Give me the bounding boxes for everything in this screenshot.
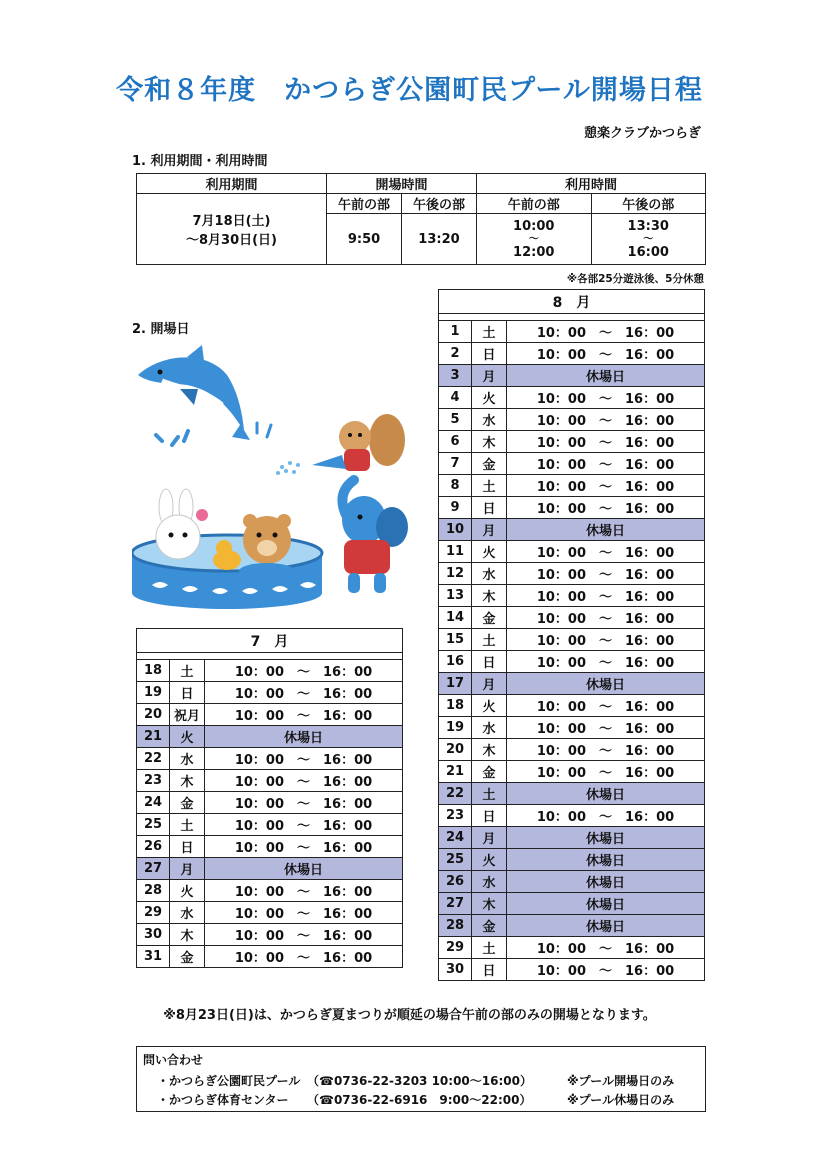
weekday-cell: 火	[472, 387, 507, 409]
schedule-row	[439, 915, 705, 937]
day-cell: 28	[137, 880, 170, 902]
hours-cell: 10：00 ～ 16：00	[205, 902, 403, 924]
schedule-row	[137, 792, 403, 814]
contact-tel: （☎0736-22-3203 10:00～16:00）	[307, 1074, 532, 1088]
weekday-cell: 木	[472, 585, 507, 607]
weekday-cell: 水	[170, 902, 205, 924]
open-afternoon-header: 午後の部	[402, 194, 477, 214]
schedule-row	[439, 959, 705, 981]
weekday-cell: 木	[472, 431, 507, 453]
hours-cell: 10：00 ～ 16：00	[205, 660, 403, 682]
schedule-row	[439, 475, 705, 497]
day-cell: 2	[439, 343, 472, 365]
day-cell: 19	[439, 717, 472, 739]
day-cell: 18	[439, 695, 472, 717]
day-cell: 17	[439, 673, 472, 695]
july-schedule-table	[136, 628, 403, 968]
day-cell: 24	[439, 827, 472, 849]
day-cell: 6	[439, 431, 472, 453]
contact-name: ・かつらぎ体育センター	[157, 1093, 289, 1107]
weekday-cell: 水	[472, 871, 507, 893]
day-cell: 14	[439, 607, 472, 629]
hours-cell: 10：00 ～ 16：00	[507, 695, 705, 717]
weekday-cell: 火	[472, 695, 507, 717]
contact-name: ・かつらぎ公園町民プール	[157, 1074, 301, 1088]
weekday-cell: 日	[170, 682, 205, 704]
schedule-row	[137, 682, 403, 704]
elephant-icon	[342, 480, 408, 593]
schedule-row	[137, 902, 403, 924]
festival-footnote: ※8月23日(日)は、かつらぎ夏まつりが順延の場合午前の部のみの開場となります。	[163, 1008, 656, 1023]
hours-cell: 10：00 ～ 16：00	[507, 585, 705, 607]
contact-note: ※プール休場日のみ	[567, 1093, 675, 1107]
section2-heading: 2. 開場日	[132, 322, 190, 337]
hours-cell: 10：00 ～ 16：00	[507, 563, 705, 585]
schedule-row	[439, 651, 705, 673]
schedule-row	[439, 563, 705, 585]
day-cell: 7	[439, 453, 472, 475]
schedule-row	[439, 761, 705, 783]
weekday-cell: 土	[472, 937, 507, 959]
section1-heading: 1. 利用期間・利用時間	[132, 154, 268, 169]
schedule-row	[137, 748, 403, 770]
weekday-cell: 土	[472, 321, 507, 343]
august-schedule-table	[438, 289, 705, 981]
schedule-row	[439, 673, 705, 695]
schedule-row	[137, 704, 403, 726]
hours-cell: 10：00 ～ 16：00	[507, 761, 705, 783]
hours-cell: 10：00 ～ 16：00	[205, 682, 403, 704]
day-cell: 5	[439, 409, 472, 431]
day-cell: 27	[137, 858, 170, 880]
day-cell: 26	[137, 836, 170, 858]
day-cell: 11	[439, 541, 472, 563]
hours-cell: 10：00 ～ 16：00	[205, 836, 403, 858]
period-header: 利用期間	[137, 174, 327, 194]
schedule-row	[439, 695, 705, 717]
usage-period-table	[136, 173, 706, 265]
schedule-row	[439, 453, 705, 475]
weekday-cell: 土	[170, 814, 205, 836]
use-afternoon-time: 13:30 ～ 16:00	[591, 214, 706, 265]
day-cell: 8	[439, 475, 472, 497]
open-morning-header: 午前の部	[327, 194, 402, 214]
pool-animals-illustration	[132, 345, 410, 615]
weekday-cell: 土	[472, 475, 507, 497]
weekday-cell: 月	[472, 673, 507, 695]
bear-icon	[239, 514, 295, 579]
weekday-cell: 金	[472, 607, 507, 629]
schedule-row	[137, 880, 403, 902]
contact-note: ※プール開場日のみ	[567, 1074, 675, 1088]
schedule-row	[439, 849, 705, 871]
weekday-cell: 日	[472, 343, 507, 365]
day-cell: 15	[439, 629, 472, 651]
day-cell: 3	[439, 365, 472, 387]
day-cell: 22	[439, 783, 472, 805]
hours-cell: 10：00 ～ 16：00	[507, 937, 705, 959]
schedule-row	[439, 937, 705, 959]
organization-name: 憩楽クラブかつらぎ	[583, 126, 701, 141]
weekday-cell: 日	[170, 836, 205, 858]
day-cell: 10	[439, 519, 472, 541]
hours-cell: 休場日	[507, 871, 705, 893]
schedule-row	[439, 717, 705, 739]
weekday-cell: 祝月	[170, 704, 205, 726]
use-morning-time: 10:00 ～ 12:00	[477, 214, 592, 265]
contact-row	[143, 1071, 699, 1090]
hours-cell: 10：00 ～ 16：00	[507, 717, 705, 739]
day-cell: 16	[439, 651, 472, 673]
schedule-row	[439, 321, 705, 343]
weekday-cell: 土	[170, 660, 205, 682]
day-cell: 24	[137, 792, 170, 814]
hours-cell: 10：00 ～ 16：00	[507, 607, 705, 629]
weekday-cell: 月	[472, 827, 507, 849]
weekday-cell: 木	[170, 924, 205, 946]
hours-cell: 10：00 ～ 16：00	[507, 651, 705, 673]
hours-cell: 10：00 ～ 16：00	[205, 946, 403, 968]
day-cell: 30	[439, 959, 472, 981]
schedule-row	[137, 858, 403, 880]
day-cell: 9	[439, 497, 472, 519]
weekday-cell: 火	[170, 726, 205, 748]
weekday-cell: 月	[472, 365, 507, 387]
day-cell: 26	[439, 871, 472, 893]
hours-cell: 休場日	[507, 827, 705, 849]
hours-cell: 休場日	[205, 726, 403, 748]
hours-cell: 休場日	[507, 365, 705, 387]
day-cell: 1	[439, 321, 472, 343]
day-cell: 22	[137, 748, 170, 770]
hours-cell: 10：00 ～ 16：00	[507, 959, 705, 981]
day-cell: 12	[439, 563, 472, 585]
schedule-row	[439, 607, 705, 629]
contact-row	[143, 1090, 699, 1109]
schedule-row	[137, 770, 403, 792]
weekday-cell: 金	[170, 946, 205, 968]
day-cell: 4	[439, 387, 472, 409]
schedule-row	[439, 783, 705, 805]
weekday-cell: 水	[472, 409, 507, 431]
day-cell: 18	[137, 660, 170, 682]
use-afternoon-header: 午後の部	[591, 194, 706, 214]
schedule-row	[439, 739, 705, 761]
day-cell: 31	[137, 946, 170, 968]
use-time-header: 利用時間	[477, 174, 706, 194]
day-cell: 25	[137, 814, 170, 836]
day-cell: 25	[439, 849, 472, 871]
hours-cell: 10：00 ～ 16：00	[507, 321, 705, 343]
weekday-cell: 日	[472, 959, 507, 981]
weekday-cell: 金	[472, 915, 507, 937]
hours-cell: 10：00 ～ 16：00	[205, 792, 403, 814]
schedule-row	[439, 541, 705, 563]
weekday-cell: 木	[472, 739, 507, 761]
weekday-cell: 土	[472, 783, 507, 805]
weekday-cell: 水	[472, 563, 507, 585]
schedule-row	[439, 387, 705, 409]
contact-heading: 問い合わせ	[143, 1053, 204, 1067]
weekday-cell: 水	[170, 748, 205, 770]
day-cell: 30	[137, 924, 170, 946]
schedule-row	[137, 924, 403, 946]
weekday-cell: 月	[472, 519, 507, 541]
hours-cell: 10：00 ～ 16：00	[205, 704, 403, 726]
hours-cell: 休場日	[205, 858, 403, 880]
weekday-cell: 日	[472, 805, 507, 827]
weekday-cell: 木	[472, 893, 507, 915]
hours-cell: 10：00 ～ 16：00	[507, 409, 705, 431]
hours-cell: 休場日	[507, 519, 705, 541]
weekday-cell: 木	[170, 770, 205, 792]
schedule-row	[439, 409, 705, 431]
day-cell: 20	[439, 739, 472, 761]
hours-cell: 10：00 ～ 16：00	[507, 805, 705, 827]
open-morning-time: 9:50	[327, 214, 402, 265]
hours-cell: 10：00 ～ 16：00	[507, 453, 705, 475]
contact-tel: （☎0736-22-6916 9:00～22:00）	[307, 1093, 532, 1107]
day-cell: 29	[137, 902, 170, 924]
contact-box	[136, 1046, 706, 1112]
open-afternoon-time: 13:20	[402, 214, 477, 265]
weekday-cell: 金	[472, 761, 507, 783]
day-cell: 29	[439, 937, 472, 959]
weekday-cell: 火	[170, 880, 205, 902]
schedule-row	[137, 726, 403, 748]
period-end: ～8月30日(日)	[185, 233, 278, 248]
schedule-row	[137, 814, 403, 836]
break-note: ※各部25分遊泳後、5分休憩	[566, 273, 704, 285]
day-cell: 28	[439, 915, 472, 937]
schedule-row	[439, 519, 705, 541]
month-header: 7 月	[137, 629, 403, 653]
hours-cell: 休場日	[507, 673, 705, 695]
weekday-cell: 水	[472, 717, 507, 739]
period-start: 7月18日(土)	[192, 214, 271, 229]
hours-cell: 休場日	[507, 915, 705, 937]
day-cell: 21	[137, 726, 170, 748]
schedule-row	[137, 660, 403, 682]
hours-cell: 休場日	[507, 849, 705, 871]
weekday-cell: 火	[472, 849, 507, 871]
schedule-row	[439, 585, 705, 607]
use-morning-header: 午前の部	[477, 194, 592, 214]
schedule-row	[439, 827, 705, 849]
schedule-row	[439, 343, 705, 365]
weekday-cell: 土	[472, 629, 507, 651]
hours-cell: 10：00 ～ 16：00	[507, 497, 705, 519]
hours-cell: 10：00 ～ 16：00	[205, 814, 403, 836]
hours-cell: 10：00 ～ 16：00	[205, 924, 403, 946]
hours-cell: 10：00 ～ 16：00	[205, 770, 403, 792]
hours-cell: 休場日	[507, 783, 705, 805]
hours-cell: 休場日	[507, 893, 705, 915]
schedule-row	[439, 497, 705, 519]
schedule-row	[137, 946, 403, 968]
hours-cell: 10：00 ～ 16：00	[507, 541, 705, 563]
period-cell	[137, 194, 327, 265]
schedule-row	[439, 629, 705, 651]
opening-time-header: 開場時間	[327, 174, 477, 194]
weekday-cell: 金	[472, 453, 507, 475]
hours-cell: 10：00 ～ 16：00	[507, 739, 705, 761]
day-cell: 23	[439, 805, 472, 827]
weekday-cell: 火	[472, 541, 507, 563]
dolphin-icon	[138, 345, 250, 440]
weekday-cell: 月	[170, 858, 205, 880]
hours-cell: 10：00 ～ 16：00	[507, 431, 705, 453]
schedule-row	[439, 893, 705, 915]
weekday-cell: 日	[472, 497, 507, 519]
hours-cell: 10：00 ～ 16：00	[205, 880, 403, 902]
day-cell: 21	[439, 761, 472, 783]
schedule-row	[439, 431, 705, 453]
schedule-row	[439, 871, 705, 893]
squirrel-icon	[312, 414, 405, 471]
weekday-cell: 日	[472, 651, 507, 673]
hours-cell: 10：00 ～ 16：00	[507, 343, 705, 365]
schedule-row	[439, 805, 705, 827]
day-cell: 20	[137, 704, 170, 726]
hours-cell: 10：00 ～ 16：00	[507, 629, 705, 651]
schedule-row	[439, 365, 705, 387]
day-cell: 27	[439, 893, 472, 915]
day-cell: 23	[137, 770, 170, 792]
hours-cell: 10：00 ～ 16：00	[507, 387, 705, 409]
weekday-cell: 金	[170, 792, 205, 814]
page-title: 令和８年度 かつらぎ公園町民プール開場日程	[116, 75, 703, 106]
day-cell: 19	[137, 682, 170, 704]
day-cell: 13	[439, 585, 472, 607]
hours-cell: 10：00 ～ 16：00	[205, 748, 403, 770]
schedule-row	[137, 836, 403, 858]
hours-cell: 10：00 ～ 16：00	[507, 475, 705, 497]
month-header: 8 月	[439, 290, 705, 314]
